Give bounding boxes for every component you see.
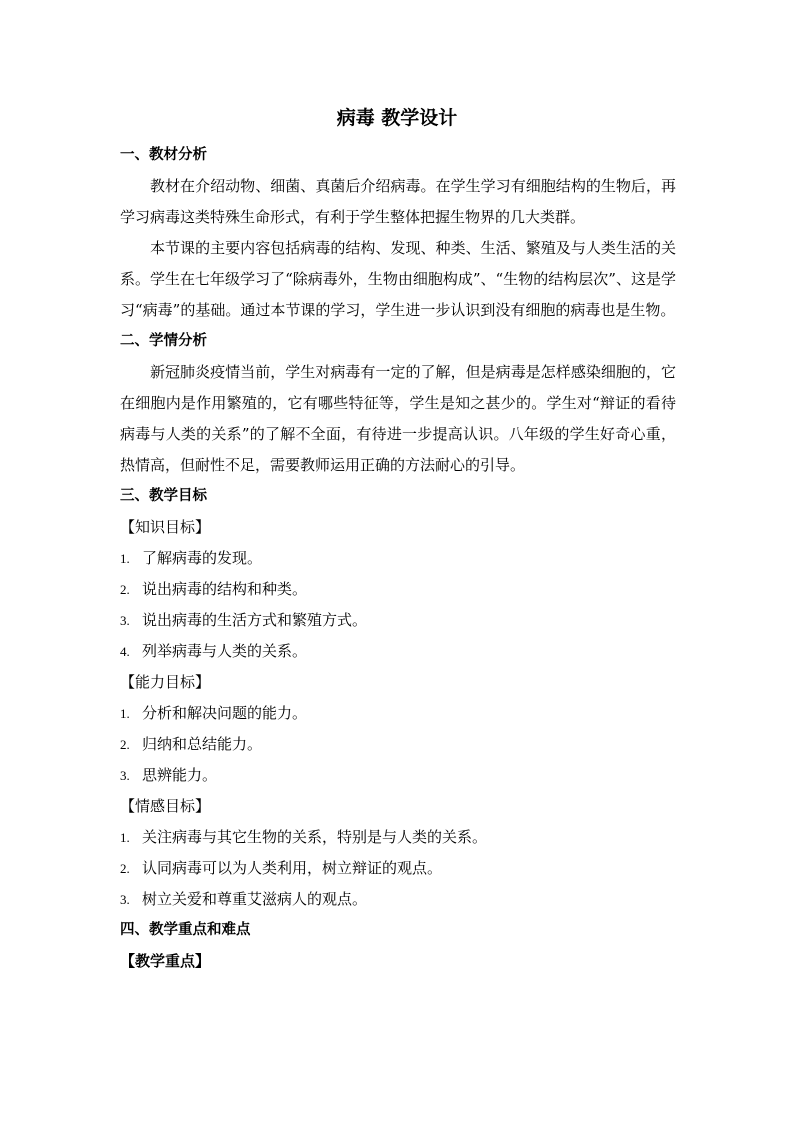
list-item [120,574,676,605]
list-item [120,636,676,667]
list-item [120,698,676,729]
section-heading-teaching-goals: 三、教学目标 [120,488,207,504]
list-number: 3. [120,768,130,783]
list-text: 归纳和总结能力。 [142,735,263,753]
section-heading-textbook-analysis: 一、教材分析 [120,147,207,163]
list-item [120,605,676,636]
subheading-knowledge-goals: 【知识目标】 [120,518,211,536]
list-number: 1. [120,551,130,566]
list-item [120,853,676,884]
list-text: 分析和解决问题的能力。 [142,704,308,722]
list-text: 思辨能力。 [142,766,218,784]
list-item [120,822,676,853]
list-text: 认同病毒可以为人类利用，树立辩证的观点。 [142,859,443,877]
paragraph-textbook-2: 本节课的主要内容包括病毒的结构、发现、种类、生活、繁殖及与人类生活的关系。学生在七年级学习了“除病毒外，生物由细胞构成”、“生物的结构层次”、这是学习“病毒”的基础。通过本节课的学习，学生进一步认识到没有细胞的病毒也是生物。 [120,239,676,319]
list-item [120,760,676,791]
list-text: 列举病毒与人类的关系。 [142,642,308,660]
list-number: 2. [120,861,130,876]
list-text: 关注病毒与其它生物的关系，特别是与人类的关系。 [142,828,488,846]
paragraph-student-1: 新冠肺炎疫情当前，学生对病毒有一定的了解，但是病毒是怎样感染细胞的，它在细胞内是作用繁殖的，它有哪些特征等，学生是知之甚少的。学生对“辩证的看待病毒与人类的关系”的了解不全面，有待进一步提高认识。八年级的学生好奇心重，热情高，但耐性不足，需要教师运用正确的方法耐心的引导。 [120,363,676,474]
list-item [120,884,676,915]
list-item [120,543,676,574]
section-heading-student-analysis: 二、学情分析 [120,333,207,349]
list-number: 1. [120,830,130,845]
list-number: 3. [120,892,130,907]
subheading-emotion-goals: 【情感目标】 [120,797,211,815]
list-number: 2. [120,582,130,597]
subheading-ability-goals: 【能力目标】 [120,673,211,691]
list-text: 说出病毒的生活方式和繁殖方式。 [142,611,368,629]
document-title: 病毒 教学设计 [336,107,458,129]
list-text: 树立关爱和尊重艾滋病人的观点。 [142,890,368,908]
list-text: 了解病毒的发现。 [142,549,263,567]
section-heading-key-difficult-points: 四、教学重点和难点 [120,922,251,938]
paragraph-textbook-1: 教材在介绍动物、细菌、真菌后介绍病毒。在学生学习有细胞结构的生物后，再学习病毒这类特殊生命形式，有利于学生整体把握生物界的几大类群。 [120,177,676,226]
list-number: 4. [120,644,130,659]
list-number: 3. [120,613,130,628]
subheading-teaching-key-points: 【教学重点】 [120,952,211,970]
list-number: 2. [120,737,130,752]
list-item [120,729,676,760]
document-body [120,140,676,977]
list-number: 1. [120,706,130,721]
list-text: 说出病毒的结构和种类。 [142,580,308,598]
